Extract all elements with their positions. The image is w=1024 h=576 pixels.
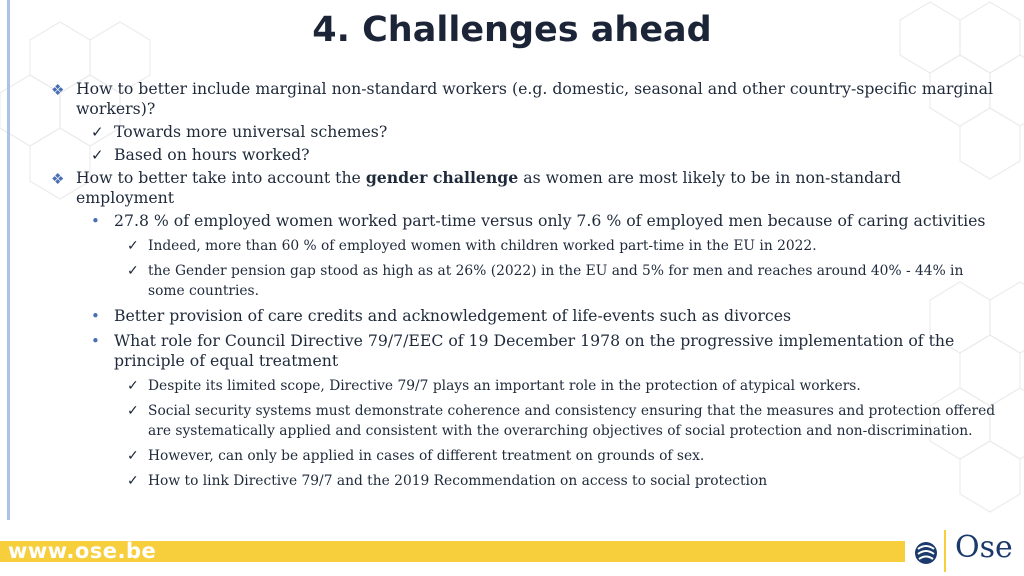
checkmark-icon: ✓ (127, 238, 139, 254)
dot-bullet-icon: • (91, 212, 100, 230)
checkmark-icon: ✓ (127, 378, 139, 394)
emphasis-text: gender challenge (365, 168, 519, 187)
list-item: • Better provision of care credits and acknowledgement of life-events such as divorces (91, 306, 792, 325)
list-item: ✓ How to link Directive 79/7 and the 2019 Recommendation on access to social protection (127, 473, 768, 489)
list-item: ✓ Based on hours worked? (91, 145, 310, 164)
list-item: • 27.8 % of employed women worked part-time versus only 7.6 % of employed men because of caring activities (91, 211, 986, 230)
diamond-bullet-icon: ❖ (51, 170, 65, 188)
slide-title: 4. Challenges ahead (312, 10, 712, 50)
dot-bullet-icon: • (91, 332, 100, 350)
list-item: ✓ Despite its limited scope, Directive 79/7 plays an important role in the protection of atypical workers. (127, 378, 861, 394)
list-item: ✓ However, can only be applied in cases of different treatment on grounds of sex. (127, 448, 705, 464)
list-item: ✓ Social security systems must demonstrate coherence and consistency ensuring that the measures and protection offered are systematically applied and consistent with the overarching objectives of social protection and non-discrimination. (127, 403, 996, 439)
slide-content (0, 79, 1000, 496)
list-item: ✓ Indeed, more than 60 % of employed women with children worked part-time in the EU in 2022. (127, 238, 817, 254)
list-item: ✓ the Gender pension gap stood as high as at 26% (2022) in the EU and 5% for men and reaches around 40% - 44% in some countries. (127, 263, 964, 299)
footer-url: www.ose.be (8, 539, 157, 563)
checkmark-icon: ✓ (91, 146, 104, 164)
checkmark-icon: ✓ (127, 403, 139, 419)
logo-wordmark: Ose (955, 530, 1013, 565)
checkmark-icon: ✓ (127, 473, 139, 489)
list-item: ✓ Towards more universal schemes? (91, 122, 388, 141)
checkmark-icon: ✓ (127, 448, 139, 464)
checkmark-icon: ✓ (91, 123, 104, 141)
list-item: ❖ How to better take into account the gender challenge as women are most likely to be in non-standard employment (51, 168, 902, 207)
dot-bullet-icon: • (91, 307, 100, 325)
diamond-bullet-icon: ❖ (51, 81, 65, 99)
checkmark-icon: ✓ (127, 263, 139, 279)
list-item: • What role for Council Directive 79/7/EEC of 19 December 1978 on the progressive implementation of the principle of equal treatment (91, 331, 955, 370)
list-item: ❖ How to better include marginal non-standard workers (e.g. domestic, seasonal and other country-specific marginal workers)? (51, 79, 993, 118)
